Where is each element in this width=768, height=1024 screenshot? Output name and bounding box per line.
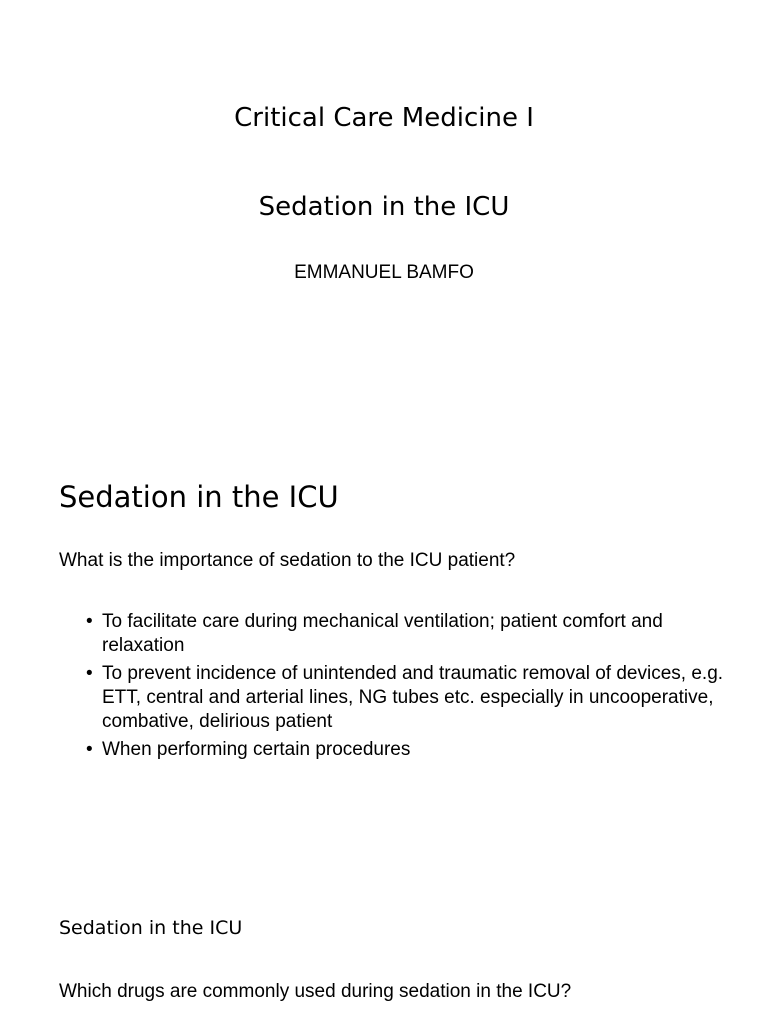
- bullet-text: To prevent incidence of unintended and traumatic removal of devices, e.g. ETT, central and arterial lines, NG tubes etc. especially in uncooperative, combative, delirious patient: [102, 663, 724, 732]
- drugs-question: Which drugs are commonly used during sedation in the ICU?: [59, 981, 572, 1002]
- importance-bullet-list: [86, 610, 726, 766]
- bullet-dot-icon: •: [86, 739, 93, 760]
- bullet-item: [86, 610, 726, 658]
- author-name: EMMANUEL BAMFO: [294, 262, 474, 283]
- slide-subtitle: Sedation in the ICU: [258, 192, 510, 222]
- bullet-item: [86, 662, 726, 734]
- bullet-item: [86, 738, 726, 762]
- bullet-text: To facilitate care during mechanical ventilation; patient comfort and relaxation: [102, 611, 663, 656]
- importance-question: What is the importance of sedation to the ICU patient?: [59, 550, 516, 571]
- bullet-dot-icon: •: [86, 663, 93, 684]
- slide-title: Critical Care Medicine I: [234, 103, 534, 133]
- section-heading-importance: Sedation in the ICU: [59, 480, 339, 514]
- bullet-text: When performing certain procedures: [102, 739, 411, 760]
- section-heading-drugs: Sedation in the ICU: [59, 917, 243, 939]
- bullet-dot-icon: •: [86, 611, 93, 632]
